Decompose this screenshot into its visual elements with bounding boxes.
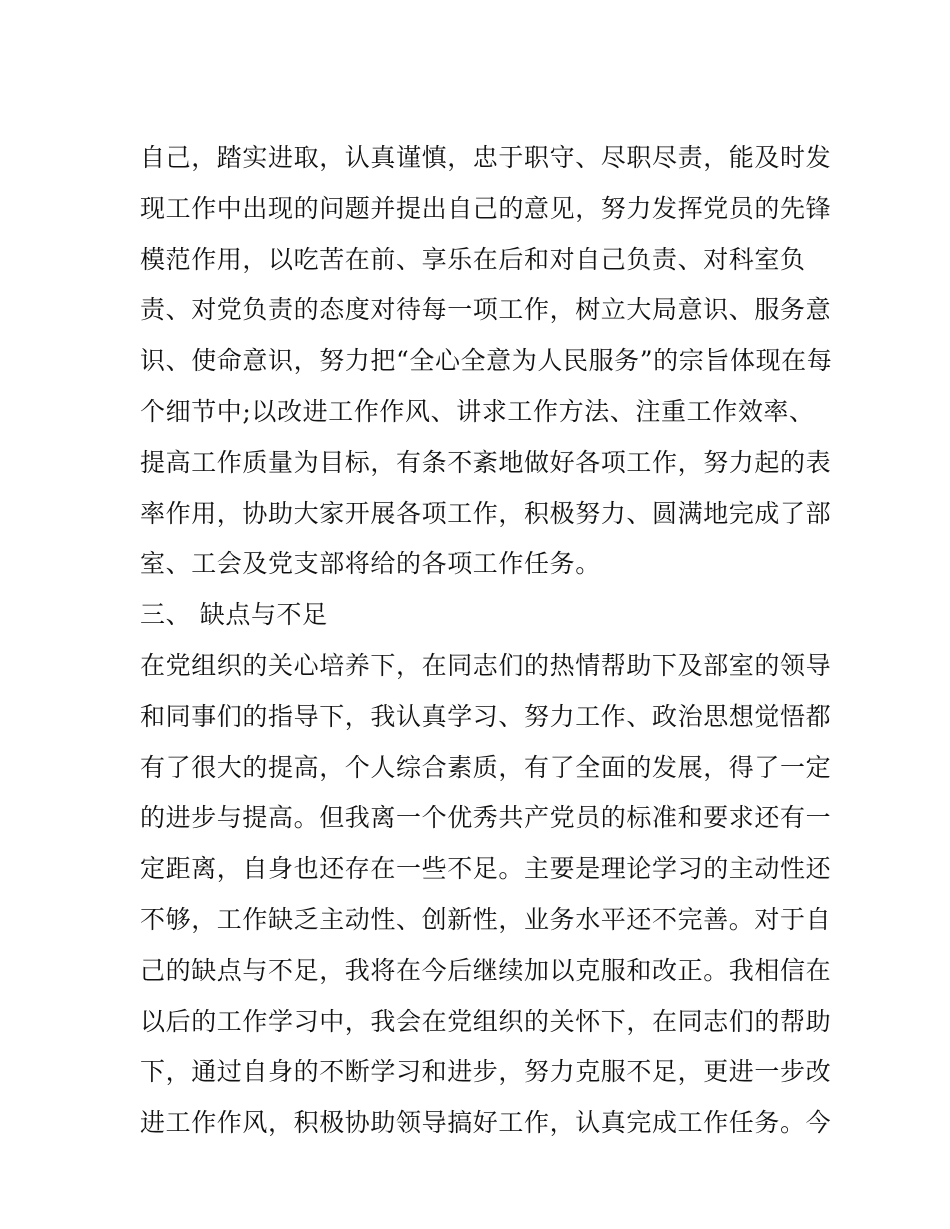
section-heading: 三、 缺点与不足 xyxy=(140,600,328,630)
text-line: 有了很大的提高，个人综合素质，有了全面的发展，得了一定 xyxy=(140,752,832,782)
text-line: 个细节中;以改进工作作风、讲求工作方法、注重工作效率、 xyxy=(140,396,815,426)
text-line: 定距离，自身也还存在一些不足。主要是理论学习的主动性还 xyxy=(140,854,832,884)
text-line: 不够，工作缺乏主动性、创新性，业务水平还不完善。对于自 xyxy=(140,904,832,934)
text-line: 自己，踏实进取，认真谨慎，忠于职守、尽职尽责，能及时发 xyxy=(140,143,832,172)
text-line: 进工作作风，积极协助领导搞好工作，认真完成工作任务。今 xyxy=(140,1108,832,1138)
text-line: 责、对党负责的态度对待每一项工作，树立大局意识、服务意 xyxy=(140,295,832,325)
text-line: 率作用，协助大家开展各项工作，积极努力、圆满地完成了部 xyxy=(140,498,832,528)
text-line: 识、使命意识，努力把“全心全意为人民服务”的宗旨体现在每 xyxy=(140,346,833,376)
text-line: 己的缺点与不足，我将在今后继续加以克服和改正。我相信在 xyxy=(140,955,832,985)
text-line: 和同事们的指导下，我认真学习、努力工作、政治思想觉悟都 xyxy=(140,701,832,731)
text-line: 室、工会及党支部将给的各项工作任务。 xyxy=(140,549,601,579)
document-body xyxy=(140,133,833,1149)
text-line: 的进步与提高。但我离一个优秀共产党员的标准和要求还有一 xyxy=(140,803,832,833)
text-line: 模范作用，以吃苦在前、享乐在后和对自己负责、对科室负 xyxy=(140,244,806,274)
text-line: 下，通过自身的不断学习和进步，努力克服不足，更进一步改 xyxy=(140,1057,832,1087)
text-line: 在党组织的关心培养下，在同志们的热情帮助下及部室的领导 xyxy=(140,650,832,680)
text-line: 以后的工作学习中，我会在党组织的关怀下，在同志们的帮助 xyxy=(140,1006,832,1036)
text-line: 提高工作质量为目标，有条不紊地做好各项工作，努力起的表 xyxy=(140,447,832,477)
text-line: 现工作中出现的问题并提出自己的意见，努力发挥党员的先锋 xyxy=(140,193,832,223)
